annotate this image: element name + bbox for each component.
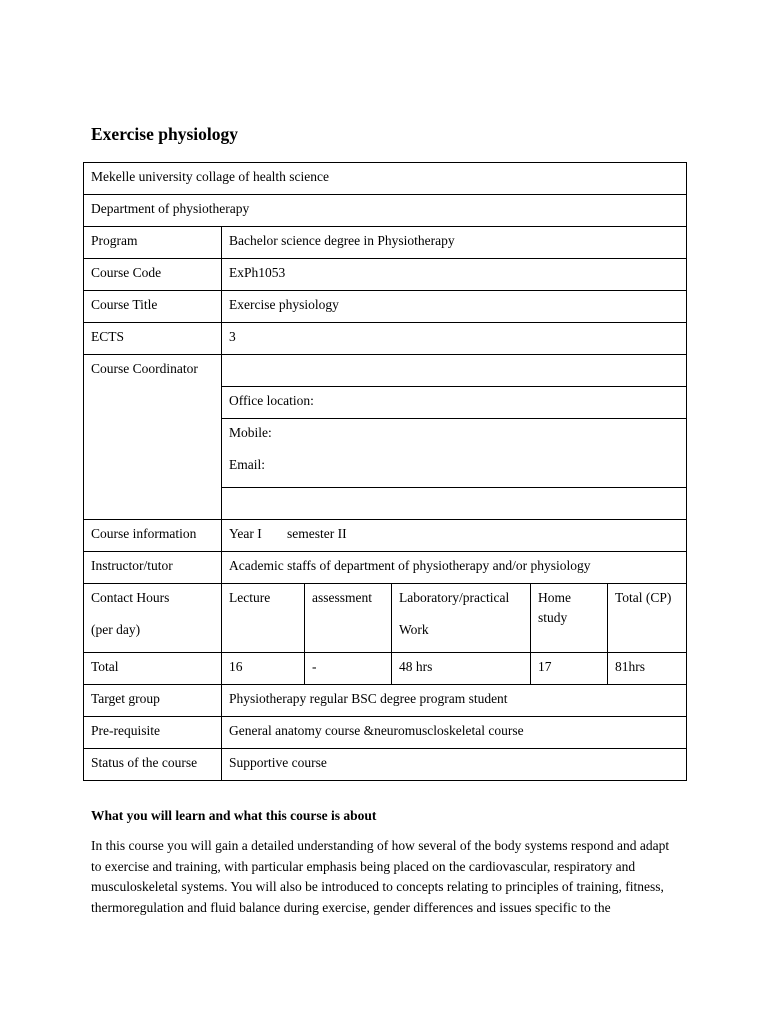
section-body: In this course you will gain a detailed understanding of how several of the body systems respond and adapt to exercise and training, with particular emphasis being placed on the cardiovascular, respiratory and musculoskeletal systems. You will also be introduced to concepts relating to principles of training, fitness, thermoregulation and fluid balance during exercise, gender differences and issues specific to the: [91, 838, 670, 915]
ects-label: ECTS: [84, 323, 222, 355]
table-row: [84, 653, 687, 685]
contact-hours-sub: (per day): [91, 622, 141, 637]
total-total: 81hrs: [608, 653, 687, 685]
table-row: [84, 584, 687, 653]
table-row: [84, 291, 687, 323]
table-row: [84, 749, 687, 781]
table-row: [84, 355, 687, 387]
ects-value: 3: [222, 323, 687, 355]
table-row: [84, 685, 687, 717]
program-label: Program: [84, 227, 222, 259]
program-value: Bachelor science degree in Physiotherapy: [222, 227, 687, 259]
course-code-label: Course Code: [84, 259, 222, 291]
department-cell: Department of physiotherapy: [84, 195, 687, 227]
total-assessment: -: [305, 653, 392, 685]
table-row: [84, 717, 687, 749]
target-label: Target group: [84, 685, 222, 717]
prereq-label: Pre-requisite: [84, 717, 222, 749]
table-row: [84, 323, 687, 355]
course-title-label: Course Title: [84, 291, 222, 323]
course-info-table: [83, 162, 687, 781]
instructor-value: Academic staffs of department of physiotherapy and/or physiology: [222, 552, 687, 584]
status-label: Status of the course: [84, 749, 222, 781]
course-info-value: [222, 520, 687, 552]
col-total: Total (CP): [608, 584, 687, 653]
table-row: [84, 520, 687, 552]
total-lecture: 16: [222, 653, 305, 685]
table-row: [84, 163, 687, 195]
course-info-semester: semester II: [287, 526, 347, 541]
section-heading: What you will learn and what this course is about: [91, 808, 377, 823]
col-lecture: Lecture: [222, 584, 305, 653]
coordinator-label: Course Coordinator: [84, 355, 222, 520]
total-home: 17: [531, 653, 608, 685]
table-row: [84, 195, 687, 227]
col-lab: [392, 584, 531, 653]
course-info-label: Course information: [84, 520, 222, 552]
course-code-value: ExPh1053: [222, 259, 687, 291]
col-lab-line2: Work: [399, 622, 429, 637]
table-row: [84, 259, 687, 291]
status-value: Supportive course: [222, 749, 687, 781]
table-row: [84, 227, 687, 259]
table-row: [84, 552, 687, 584]
col-assessment: assessment: [305, 584, 392, 653]
page-title: Exercise physiology: [91, 124, 238, 144]
office-location: Office location:: [222, 387, 687, 419]
coordinator-name: [222, 355, 687, 387]
total-lab: 48 hrs: [392, 653, 531, 685]
contact-hours-text: Contact Hours: [91, 590, 170, 605]
prereq-value: General anatomy course &neuromuscloskeletal course: [222, 717, 687, 749]
total-label: Total: [84, 653, 222, 685]
target-value: Physiotherapy regular BSC degree program student: [222, 685, 687, 717]
course-info-year: Year I: [229, 526, 262, 541]
col-home-study: Home study: [531, 584, 608, 653]
email-label: Email:: [229, 457, 265, 472]
coordinator-extra: [222, 488, 687, 520]
mobile-label: Mobile:: [229, 425, 272, 440]
col-lab-line1: Laboratory/practical: [399, 590, 510, 605]
coordinator-contact: [222, 419, 687, 488]
university-cell: Mekelle university collage of health science: [84, 163, 687, 195]
course-title-value: Exercise physiology: [222, 291, 687, 323]
instructor-label: Instructor/tutor: [84, 552, 222, 584]
contact-hours-label: [84, 584, 222, 653]
